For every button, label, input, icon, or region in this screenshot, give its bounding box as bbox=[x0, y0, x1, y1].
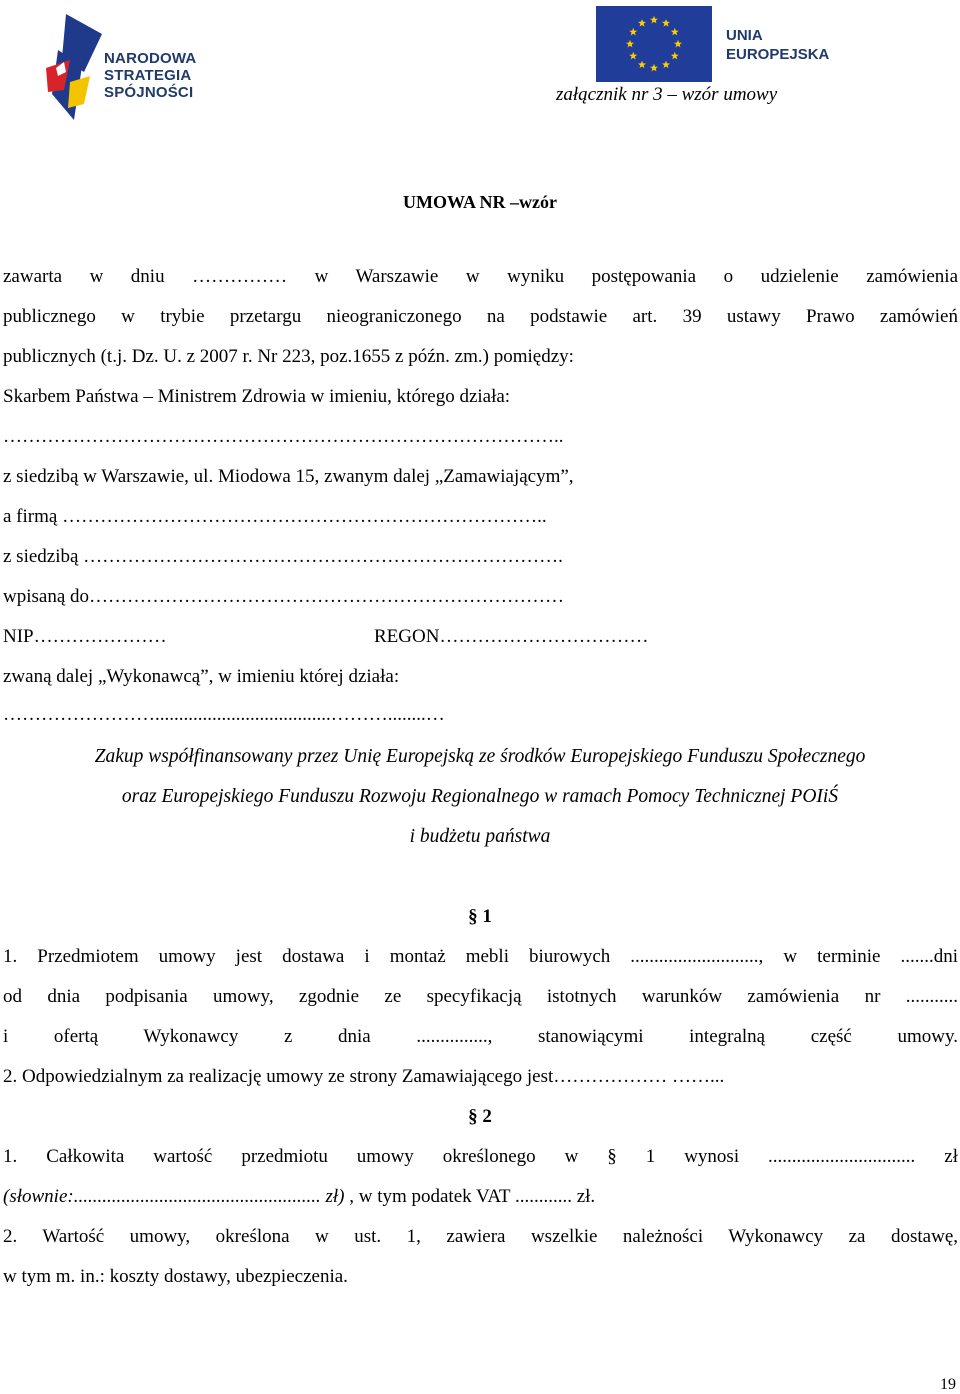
section-2-line-4: w tym m. in.: koszty dostawy, ubezpieczenia. bbox=[3, 1266, 348, 1287]
company-name-field: a firmą ………………………………………………………………….. bbox=[3, 506, 547, 527]
intro-line-address: z siedzibą w Warszawie, ul. Miodowa 15, zwanym dalej „Zamawiającym”, bbox=[3, 466, 574, 487]
contractor-line: zwaną dalej „Wykonawcą”, w imieniu której działa: bbox=[3, 666, 400, 687]
section-1-line-2: od dnia podpisania umowy, zgodnie ze specyfikacją istotnych warunków zamówienia nr ........... bbox=[3, 986, 958, 1007]
contract-title: UMOWA NR –wzór bbox=[403, 192, 557, 212]
section-2-line-3: 2. Wartość umowy, określona w ust. 1, zawiera wszelkie należności Wykonawcy za dostawę, bbox=[3, 1226, 958, 1247]
narodowa-strategia-spojnosci-logo bbox=[44, 12, 284, 124]
amount-in-words-part: (słownie:.................................................... zł) bbox=[3, 1186, 345, 1207]
intro-line-2: publicznego w trybie przetargu nieograniczonego na podstawie art. 39 ustawy Prawo zamówień bbox=[3, 306, 958, 327]
funding-line-1: Zakup współfinansowany przez Unię Europejską ze środków Europejskiego Funduszu Społecznego bbox=[94, 746, 866, 767]
section-2-line-1: 1. Całkowita wartość przedmiotu umowy określonego w § 1 wynosi ............................... zł bbox=[3, 1146, 958, 1167]
company-seat-field: z siedzibą …………………………………………………………………. bbox=[3, 546, 563, 567]
section-1-line-3: i ofertą Wykonawcy z dnia ..............., stanowiącymi integralną część umowy. bbox=[3, 1026, 958, 1047]
eu-line-2: EUROPEJSKA bbox=[726, 46, 830, 63]
representative-dots: …………………………………………………………………………….. bbox=[3, 426, 564, 447]
section-1-line-1: 1. Przedmiotem umowy jest dostawa i montaż mebli biurowych ..........................., w terminie .......dni bbox=[3, 946, 958, 967]
section-1-heading: § 1 bbox=[468, 906, 492, 927]
section-2-heading: § 2 bbox=[468, 1106, 492, 1127]
intro-line-3: publicznych (t.j. Dz. U. z 2007 r. Nr 223, poz.1655 z późn. zm.) pomiędzy: bbox=[3, 346, 574, 367]
nss-line-2: STRATEGIA SPÓJNOŚCI bbox=[104, 67, 194, 101]
section-1-line-4: 2. Odpowiedzialnym za realizację umowy ze strony Zamawiającego jest……………… ……... bbox=[3, 1066, 725, 1087]
eu-flag-icon bbox=[596, 6, 712, 82]
unia-europejska-logo bbox=[596, 6, 836, 84]
funding-line-2: oraz Europejskiego Funduszu Rozwoju Regionalnego w ramach Pomocy Technicznej POIiŚ bbox=[121, 786, 839, 807]
nip-field: NIP………………… bbox=[3, 626, 167, 647]
contractor-representative-dots: …………………….....................................………........… bbox=[3, 704, 445, 725]
section-2-line-2: (słownie:.................................................... zł) , w tym podatek VAT ............ zł. bbox=[3, 1186, 596, 1207]
funding-line-3: i budżetu państwa bbox=[409, 826, 551, 847]
regon-field: REGON…………………………… bbox=[374, 626, 649, 647]
annex-label: załącznik nr 3 – wzór umowy bbox=[556, 84, 778, 105]
intro-line-4: Skarbem Państwa – Ministrem Zdrowia w imieniu, którego działa: bbox=[3, 386, 511, 407]
page-number: 19 bbox=[940, 1376, 956, 1393]
nss-line-1: NARODOWA bbox=[104, 50, 197, 67]
intro-line-1: zawarta w dniu …………… w Warszawie w wyniku postępowania o udzielenie zamówienia bbox=[3, 266, 958, 287]
registry-field: wpisaną do………………………………………………………………… bbox=[3, 586, 565, 607]
eu-line-1: UNIA bbox=[726, 27, 763, 44]
